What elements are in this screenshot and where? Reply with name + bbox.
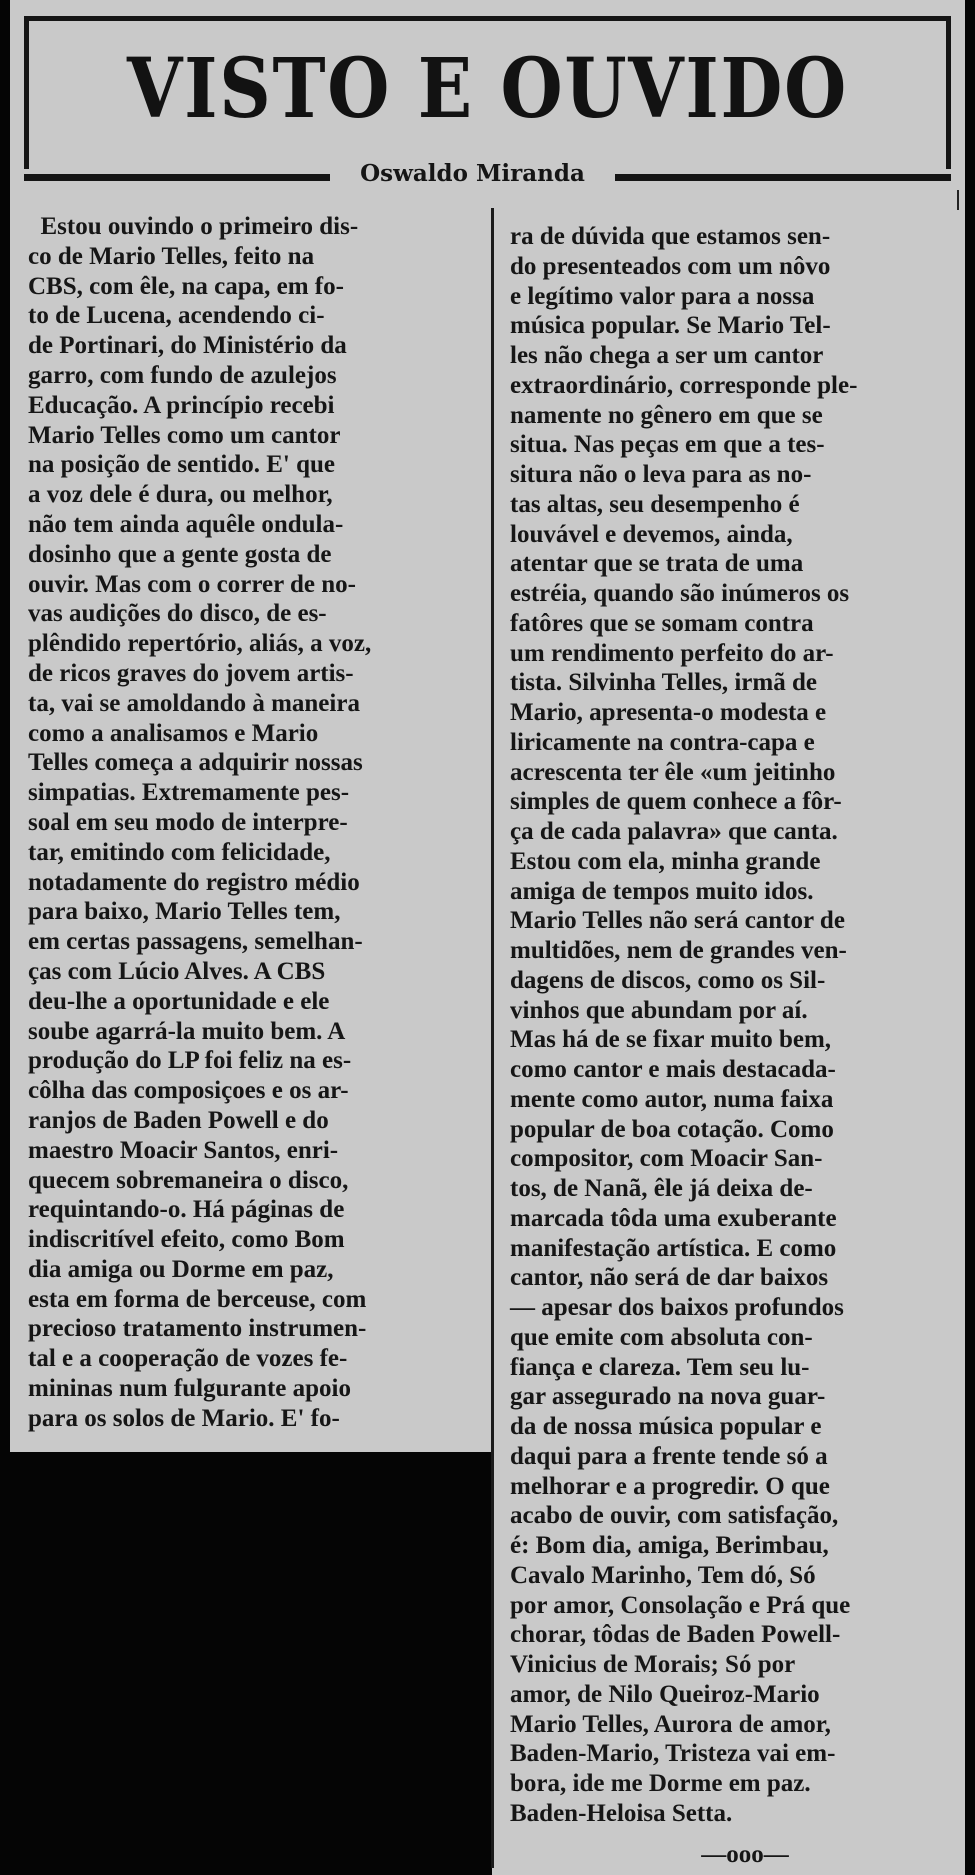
article-line: situra não o leva para as no-: [510, 461, 812, 488]
article-line: dosinho que a gente gosta de: [28, 540, 332, 568]
article-line: co de Mario Telles, feito na: [28, 242, 315, 270]
article-line: chorar, tôdas de Baden Powell-: [510, 1621, 841, 1649]
article-line: do presenteados com um nôvo: [510, 252, 831, 280]
article-line: Educação. A princípio recebi: [28, 391, 335, 419]
byline-rule-left: [24, 174, 330, 181]
article-line: da de nossa música popular e: [510, 1413, 822, 1440]
article-line: esta em forma de berceuse, com: [28, 1285, 367, 1313]
article-line: dagens de discos, como os Sil-: [510, 966, 826, 994]
article-line: ças com Lúcio Alves. A CBS: [28, 957, 326, 985]
article-line: notadamente do registro médio: [28, 868, 360, 896]
article-line: quecem sobremaneira o disco,: [28, 1166, 349, 1194]
article-line: plêndido repertório, aliás, a voz,: [28, 630, 372, 658]
article-line: deu-lhe a oportunidade e ele: [28, 987, 330, 1015]
article-line: fatôres que se somam contra: [510, 609, 814, 637]
article-line: simpatias. Extremamente pes-: [28, 779, 350, 807]
byline: Oswaldo Miranda: [360, 160, 585, 187]
article-column-right: [510, 222, 956, 1829]
article-line: ta, vai se amoldando à maneira: [28, 689, 360, 717]
article-line: maestro Moacir Santos, enri-: [28, 1136, 339, 1164]
end-mark: —ooo—: [701, 1841, 789, 1868]
article-line: Cavalo Marinho, Tem dó, Só: [510, 1561, 816, 1589]
article-line: liricamente na contra-capa e: [510, 728, 815, 756]
article-line: Vinicius de Morais; Só por: [510, 1651, 796, 1678]
article-line: na posição de sentido. E' que: [28, 451, 336, 479]
article-line: manifestação artística. E como: [510, 1234, 837, 1262]
article-line: dia amiga ou Dorme em paz,: [28, 1255, 334, 1283]
article-line: côlha das composiçoes e os ar-: [28, 1077, 349, 1105]
article-line: música popular. Se Mario Tel-: [510, 312, 831, 340]
article-line: bora, ide me Dorme em paz.: [510, 1770, 811, 1797]
article-line: CBS, com êle, na capa, em fo-: [28, 272, 344, 300]
article-line: amiga de tempos muito idos.: [510, 877, 814, 905]
article-line: cantor, não será de dar baixos: [510, 1264, 829, 1292]
article-line: precioso tratamento instrumen-: [28, 1315, 367, 1343]
article-line: Mario Telles, Aurora de amor,: [510, 1710, 831, 1738]
article-line: é: Bom dia, amiga, Berimbau,: [510, 1532, 829, 1559]
article-line: tista. Silvinha Telles, irmã de: [510, 669, 817, 697]
article-line: marcada tôda uma exuberante: [510, 1204, 837, 1232]
headline-title: VISTO E OUVIDO: [127, 41, 848, 137]
article-line: les não chega a ser um cantor: [510, 342, 824, 369]
article-line: requintando-o. Há páginas de: [28, 1196, 345, 1224]
article-line: de ricos graves do jovem artis-: [28, 659, 354, 687]
article-line: indiscritível efeito, como Bom: [28, 1226, 345, 1254]
article-line: em certas passagens, semelhan-: [28, 928, 363, 956]
article-line: gar assegurado na nova guar-: [510, 1383, 826, 1411]
article-line: namente no gênero em que se: [510, 401, 823, 429]
article-line: Estou ouvindo o primeiro dis-: [28, 213, 359, 240]
article-line: estréia, quando são inúmeros os: [510, 580, 850, 607]
article-line: ranjos de Baden Powell e do: [28, 1106, 329, 1134]
article-line: Baden-Heloisa Setta.: [510, 1799, 733, 1827]
article-line: compositor, com Moacir San-: [510, 1145, 823, 1173]
article-line: mininas num fulgurante apoio: [28, 1375, 351, 1403]
article-line: amor, de Nilo Queiroz-Mario: [510, 1680, 820, 1708]
article-line: vinhos que abundam por aí.: [510, 996, 808, 1024]
article-line: tar, emitindo com felicidade,: [28, 838, 331, 866]
byline-rule-right: [615, 174, 951, 181]
article-line: como a analisamos e Mario: [28, 719, 319, 747]
article-line: produção do LP foi feliz na es-: [28, 1047, 352, 1075]
article-line: não tem ainda aquêle ondula-: [28, 510, 344, 538]
article-line: Mario Telles não será cantor de: [510, 907, 845, 935]
article-line: vas audições do disco, de es-: [28, 600, 327, 628]
article-line: popular de boa cotação. Como: [510, 1115, 834, 1143]
article-line: ra de dúvida que estamos sen-: [510, 223, 831, 250]
article-line: acabo de ouvir, com satisfação,: [510, 1502, 839, 1530]
article-line: acrescenta ter êle «um jeitinho: [510, 758, 836, 786]
article-line: de Portinari, do Ministério da: [28, 332, 347, 360]
article-line: — apesar dos baixos profundos: [510, 1294, 844, 1321]
article-line: Mario Telles como um cantor: [28, 421, 341, 449]
article-line: extraordinário, corresponde ple-: [510, 371, 858, 399]
article-line: soal em seu modo de interpre-: [28, 808, 348, 836]
article-line: Telles começa a adquirir nossas: [28, 749, 363, 777]
article-line: fiança e clareza. Tem seu lu-: [510, 1353, 810, 1381]
article-line: para os solos de Mario. E' fo-: [28, 1404, 340, 1432]
article-line: Estou com ela, minha grande: [510, 847, 821, 875]
article-line: por amor, Consolação e Prá que: [510, 1591, 851, 1619]
article-line: e legítimo valor para a nossa: [510, 282, 815, 310]
article-line: que emite com absoluta con-: [510, 1323, 813, 1351]
article-column-left: [28, 212, 480, 1434]
article-line: ouvir. Mas com o correr de no-: [28, 570, 356, 598]
article-line: a voz dele é dura, ou melhor,: [28, 481, 333, 509]
article-line: simples de quem conhece a fôr-: [510, 788, 842, 816]
article-line: multidões, nem de grandes ven-: [510, 937, 847, 964]
article-line: melhorar e a progredir. O que: [510, 1472, 830, 1500]
article-line: como cantor e mais destacada-: [510, 1056, 836, 1083]
article-line: tos, de Nanã, êle já deixa de-: [510, 1175, 813, 1202]
article-line: Mas há de se fixar muito bem,: [510, 1026, 832, 1054]
article-line: louvável e devemos, ainda,: [510, 520, 793, 548]
article-line: tas altas, seu desempenho é: [510, 490, 800, 518]
article-line: Mario, apresenta-o modesta e: [510, 699, 827, 726]
article-line: daqui para a frente tende só a: [510, 1442, 828, 1470]
article-line: situa. Nas peças em que a tes-: [510, 431, 825, 459]
article-line: tal e a cooperação de vozes fe-: [28, 1345, 348, 1373]
frame-tick: [957, 190, 959, 210]
article-line: to de Lucena, acendendo ci-: [28, 302, 325, 330]
article-line: garro, com fundo de azulejos: [28, 361, 337, 389]
article-line: mente como autor, numa faixa: [510, 1085, 834, 1113]
article-line: atentar que se trata de uma: [510, 550, 804, 578]
article-line: ça de cada palavra» que canta.: [510, 818, 838, 845]
article-line: soube agarrá-la muito bem. A: [28, 1017, 346, 1045]
article-line: para baixo, Mario Telles tem,: [28, 898, 341, 926]
article-line: um rendimento perfeito do ar-: [510, 639, 834, 667]
article-line: Baden-Mario, Tristeza vai em-: [510, 1740, 836, 1768]
column-divider: [491, 208, 494, 1868]
